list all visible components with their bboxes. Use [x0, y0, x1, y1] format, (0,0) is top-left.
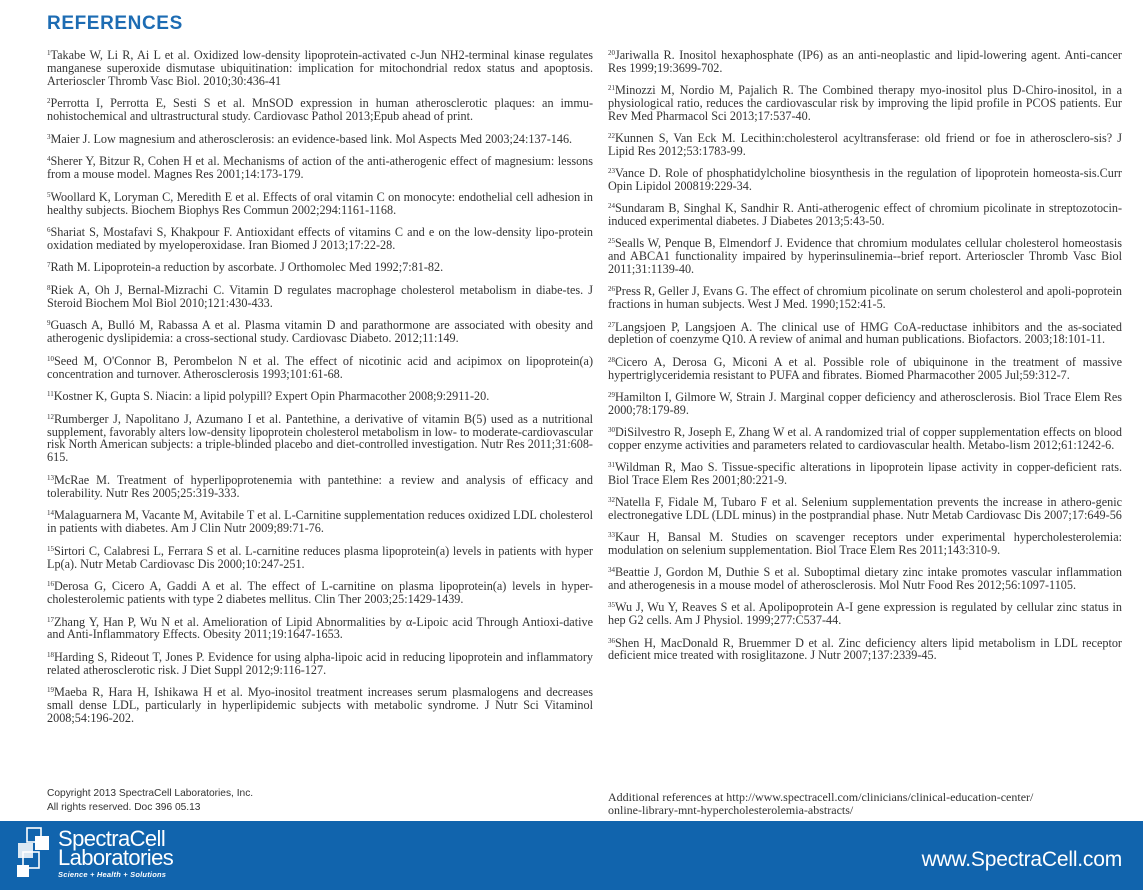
reference-text: Zhang Y, Han P, Wu N et al. Amelioration of Lipid Abnormalities by α-Lipoic acid Through Antioxi-dative and Anti-Inflammatory Effects. Obesity 2011;19:1647-1653. [47, 614, 593, 642]
reference-number: 30 [608, 425, 615, 434]
reference-text: Kaur H, Bansal M. Studies on scavenger receptors under experimental hypercholesterolemia: modulation on selenium supplementation. Biol Trace Elem Res 2011;143:310-9. [608, 530, 1122, 558]
reference-item [47, 580, 593, 606]
reference-number: 3 [47, 132, 51, 141]
website-link[interactable]: www.SpectraCell.com [921, 848, 1122, 871]
reference-number: 32 [608, 496, 615, 505]
reference-number: 10 [47, 354, 54, 363]
reference-text: Press R, Geller J, Evans G. The effect of chromium picolinate on serum cholesterol and apoli-poprotein fractions in human subjects. West J Med. 1990;152:41-5. [608, 284, 1122, 312]
logo-tagline: Science + Health + Solutions [58, 870, 167, 879]
reference-text: Vance D. Role of phosphatidylcholine biosynthesis in the regulation of lipoprotein homeosta-sis.Curr Opin Lipidol 200819:229-34. [608, 166, 1122, 194]
reference-text: Jariwalla R. Inositol hexaphosphate (IP6) as an anti-neoplastic and lipid-lowering agent. Anti-cancer Res 1999;19:3699-702. [608, 48, 1122, 75]
reference-text: DiSilvestro R, Joseph E, Zhang W et al. A randomized trial of copper supplementation effects on blood copper enzyme activities and parameters related to cardiovascular health. Metabo-lism 2012;61:1242-6. [608, 424, 1122, 452]
reference-text: Langsjoen P, Langsjoen A. The clinical use of HMG CoA-reductase inhibitors and the as-sociated depletion of coenzyme Q10. A review of animal and human publications. Biofactors. 2003;18:101-11. [608, 319, 1122, 347]
reference-item [47, 133, 593, 146]
reference-item [608, 566, 1122, 592]
reference-text: Maier J. Low magnesium and atherosclerosis: an evidence-based link. Mol Aspects Med 2003;24:137-146. [50, 131, 573, 146]
reference-item [47, 686, 593, 725]
reference-item [47, 49, 593, 88]
reference-number: 26 [608, 285, 615, 294]
reference-number: 14 [47, 509, 54, 518]
reference-number: 19 [47, 686, 54, 695]
reference-number: 4 [47, 155, 51, 164]
reference-text: Shariat S, Mostafavi S, Khakpour F. Antioxidant effects of vitamins C and e on the low-density lipo-protein oxidation mediated by myeloperoxidase. Iran Biomed J 2013;17:22-28. [47, 225, 593, 252]
reference-text: Riek A, Oh J, Bernal-Mizrachi C. Vitamin D regulates macrophage cholesterol metabolism in diabe-tes. J Steroid Biochem Mol Biol 2010;121:430-433. [47, 282, 593, 310]
reference-number: 25 [608, 237, 615, 246]
additional-references-note [608, 791, 1128, 817]
reference-item [47, 191, 593, 217]
reference-text: Maeba R, Hara H, Ishikawa H et al. Myo-inositol treatment increases serum plasmalogens and decreases small dense LDL, particularly in hyperlipidemic subjects with metabolic syndrome. J Nutr Sci Vitaminol 2008;54:196-202. [47, 685, 593, 726]
reference-text: McRae M. Treatment of hyperlipoprotenemia with pantethine: a review and analysis of efficacy and tolerability. Nutr Res 2005;25:319-333. [47, 472, 593, 500]
reference-number: 1 [47, 49, 51, 57]
reference-number: 8 [47, 283, 51, 292]
reference-text: Sirtori C, Calabresi L, Ferrara S et al. L-carnitine reduces plasma lipoprotein(a) levels in patients with hyper Lp(a). Nutr Metab Cardiovasc Dis 2000;10:247-251. [47, 543, 593, 571]
reference-number: 33 [608, 531, 615, 540]
reference-text: Cicero A, Derosa G, Miconi A et al. Possible role of ubiquinone in the treatment of massive hypertriglyceridemia resistant to PUFA and fibrates. Biomed Pharmacother 2005 Jul;59:312-7. [608, 354, 1122, 382]
reference-number: 28 [608, 355, 615, 364]
reference-item [608, 531, 1122, 557]
reference-text: Kunnen S, Van Eck M. Lecithin:cholesterol acyltransferase: old friend or foe in atherosclero-sis? J Lipid Res 2012;53:1783-99. [608, 131, 1122, 159]
reference-text: Seed M, O'Connor B, Perombelon N et al. The effect of nicotinic acid and acipimox on lipoprotein(a) concentration and turnover. Atherosclerosis 1993;101:61-68. [47, 353, 593, 381]
reference-text: Derosa G, Cicero A, Gaddi A et al. The effect of L-carnitine on plasma lipoprotein(a) levels in hyper-cholesterolemic patients with type 2 diabetes mellitus. Clin Ther 2003;25:1429-1439. [47, 579, 593, 606]
reference-number: 11 [47, 390, 54, 399]
reference-text: Hamilton I, Gilmore W, Strain J. Marginal copper deficiency and atherosclerosis. Biol Trace Elem Res 2000;78:179-89. [608, 389, 1122, 417]
reference-text: Harding S, Rideout T, Jones P. Evidence for using alpha-lipoic acid in reducing lipoprotein and inflammatory related atherosclerotic risk. J Diet Suppl 2012;9:116-127. [47, 649, 593, 677]
reference-number: 7 [47, 261, 51, 270]
reference-item [47, 284, 593, 310]
reference-text: Malaguarnera M, Vacante M, Avitabile T et al. L-Carnitine supplementation reduces oxidized LDL cholesterol in patients with diabetes. Am J Clin Nutr 2009;89:71-76. [47, 508, 593, 536]
reference-item [47, 474, 593, 500]
logo-line-2: Laboratories [58, 845, 174, 870]
references-column-left [47, 49, 593, 725]
reference-number: 35 [608, 601, 615, 610]
reference-number: 16 [47, 580, 54, 589]
reference-item [608, 426, 1122, 452]
reference-text: Rath M. Lipoprotein-a reduction by ascorbate. J Orthomolec Med 1992;7:81-82. [50, 260, 444, 275]
reference-text: Kostner K, Gupta S. Niacin: a lipid polypill? Expert Opin Pharmacother 2008;9:2911-20. [53, 389, 490, 404]
reference-item [47, 616, 593, 642]
reference-item [608, 132, 1122, 158]
reference-item [608, 637, 1122, 663]
reference-text: Shen H, MacDonald R, Bruemmer D et al. Zinc deficiency alters lipid metabolism in LDL receptor deficient mice treated with rosiglitazone. J Nutr 2007;137:2339-45. [608, 635, 1122, 663]
reference-number: 34 [608, 566, 615, 575]
reference-text: Guasch A, Bulló M, Rabassa A et al. Plasma vitamin D and parathormone are associated with obesity and atherogenic dyslipidemia: a cross-sectional study. Cardiovasc Diabeto. 2012;11:149. [47, 318, 593, 346]
reference-number: 21 [608, 84, 615, 93]
brand-logo [58, 826, 174, 879]
reference-number: 9 [47, 319, 51, 328]
reference-number: 5 [47, 190, 51, 199]
reference-number: 12 [47, 412, 54, 421]
reference-number: 17 [47, 615, 54, 624]
reference-item [47, 319, 593, 345]
additional-references-line-2[interactable]: online-library-mnt-hypercholesterolemia-abstracts/ [608, 802, 854, 817]
reference-text: Sealls W, Penque B, Elmendorf J. Evidence that chromium modulates cellular cholesterol homeostasis and ABCA1 functionality impaired by hyperinsulinemia--brief report. Arterioscler Thromb Vasc Biol 2011;31:1139-40. [608, 236, 1122, 277]
reference-number: 36 [608, 636, 615, 645]
reference-number: 2 [47, 97, 51, 106]
footer-bar [0, 821, 1143, 890]
reference-item [47, 545, 593, 571]
reference-number: 23 [608, 167, 615, 176]
additional-references-line-1[interactable]: Additional references at http://www.spectracell.com/clinicians/clinical-education-center/ [608, 790, 1034, 804]
reference-item [608, 496, 1122, 522]
reference-text: Takabe W, Li R, Ai L et al. Oxidized low-density lipoprotein-activated c-Jun NH2-terminal kinase regulates manganese superoxide dismutase ubiquitination: implication for mitochondrial redox status and apoptosis. Arterioscler Thromb Vasc Biol. 2010;30:436-41 [47, 48, 593, 88]
reference-number: 27 [608, 320, 615, 329]
reference-number: 22 [608, 132, 615, 141]
reference-item [47, 155, 593, 181]
reference-number: 13 [47, 473, 54, 482]
copyright-block [47, 787, 253, 815]
reference-item [47, 355, 593, 381]
reference-number: 29 [608, 390, 615, 399]
reference-text: Natella F, Fidale M, Tubaro F et al. Selenium supplementation prevents the increase in athero-genic electronegative LDL (LDL minus) in the postprandial phase. Nutr Metab Cardiovasc Dis 2007;17:649-56 [608, 495, 1122, 523]
references-column-right [608, 49, 1122, 662]
reference-text: Wu J, Wu Y, Reaves S et al. Apolipoprotein A-I gene expression is regulated by cellular zinc status in hep G2 cells. Am J Physiol. 1999;277:C537-44. [608, 600, 1122, 628]
reference-number: 24 [608, 202, 615, 211]
reference-item [608, 202, 1122, 228]
spectracell-logo-icon [15, 825, 55, 881]
reference-item [608, 391, 1122, 417]
reference-text: Wildman R, Mao S. Tissue-specific alterations in lipoprotein lipase activity in copper-deficient rats. Biol Trace Elem Res 2001;80:221-9. [608, 460, 1122, 487]
reference-item [47, 651, 593, 677]
reference-item [47, 97, 593, 123]
rights-text: All rights reserved. Doc 396 05.13 [47, 802, 201, 813]
reference-item [608, 601, 1122, 627]
reference-item [47, 261, 593, 274]
reference-item [47, 226, 593, 252]
reference-text: Sherer Y, Bitzur R, Cohen H et al. Mechanisms of action of the anti-atherogenic effect of magnesium: lessons from a mouse model. Magnes Res 2001;14:173-179. [47, 154, 593, 182]
reference-text: Woollard K, Loryman C, Meredith E et al. Effects of oral vitamin C on monocyte: endothelial cell adhesion in healthy subjects. Biochem Biophys Res Commun 2002;294:1161-1168. [47, 189, 593, 217]
reference-item [47, 509, 593, 535]
reference-number: 6 [47, 226, 51, 235]
reference-number: 15 [47, 544, 54, 553]
reference-text: Minozzi M, Nordio M, Pajalich R. The Combined therapy myo-inositol plus D-Chiro-inositol, in a physiological ratio, reduces the cardiovascular risk by improving the lipid profile in PCOS patients. Eur Rev Med Pharmacol Sci 2013;17:537-40. [608, 83, 1122, 123]
reference-number: 18 [47, 650, 54, 659]
reference-item [608, 237, 1122, 276]
reference-item [608, 84, 1122, 123]
reference-item [608, 356, 1122, 382]
copyright-text: Copyright 2013 SpectraCell Laboratories, Inc. [47, 788, 254, 799]
reference-item [608, 461, 1122, 487]
reference-item [47, 413, 593, 465]
reference-number: 31 [608, 461, 615, 470]
reference-item [47, 390, 593, 403]
reference-item [608, 285, 1122, 311]
reference-text: Perrotta I, Perrotta E, Sesti S et al. MnSOD expression in human atherosclerotic plaques: an immu-nohistochemical and ultrastructural study. Cardiovasc Pathol 2013;Epub ahead of print. [47, 96, 593, 124]
reference-item [608, 167, 1122, 193]
reference-text: Sundaram B, Singhal K, Sandhir R. Anti-atherogenic effect of chromium picolinate in streptozotocin-induced experimental diabetes. J Diabetes 2013;5:43-50. [608, 201, 1122, 229]
reference-item [608, 49, 1122, 75]
reference-text: Rumberger J, Napolitano J, Azumano I et al. Pantethine, a derivative of vitamin B(5) used as a nutritional supplement, favorably alters low-density lipoprotein cholesterol metabolism in low- to moderate-cardiovascular risk North American subjects: a triple-blinded placebo and diet-controlled investigation. Nutr Res 2011;31:608-615. [47, 411, 593, 465]
page-title: REFERENCES [47, 13, 183, 34]
logo-line-1: SpectraCell [58, 826, 166, 851]
reference-text: Beattie J, Gordon M, Duthie S et al. Suboptimal dietary zinc intake promotes vascular inflammation and atherogenesis in a mouse model of atherosclerosis. Mol Nutr Food Res 2012;56:1097-1105. [608, 565, 1122, 593]
reference-item [608, 321, 1122, 347]
reference-number: 20 [608, 49, 615, 57]
